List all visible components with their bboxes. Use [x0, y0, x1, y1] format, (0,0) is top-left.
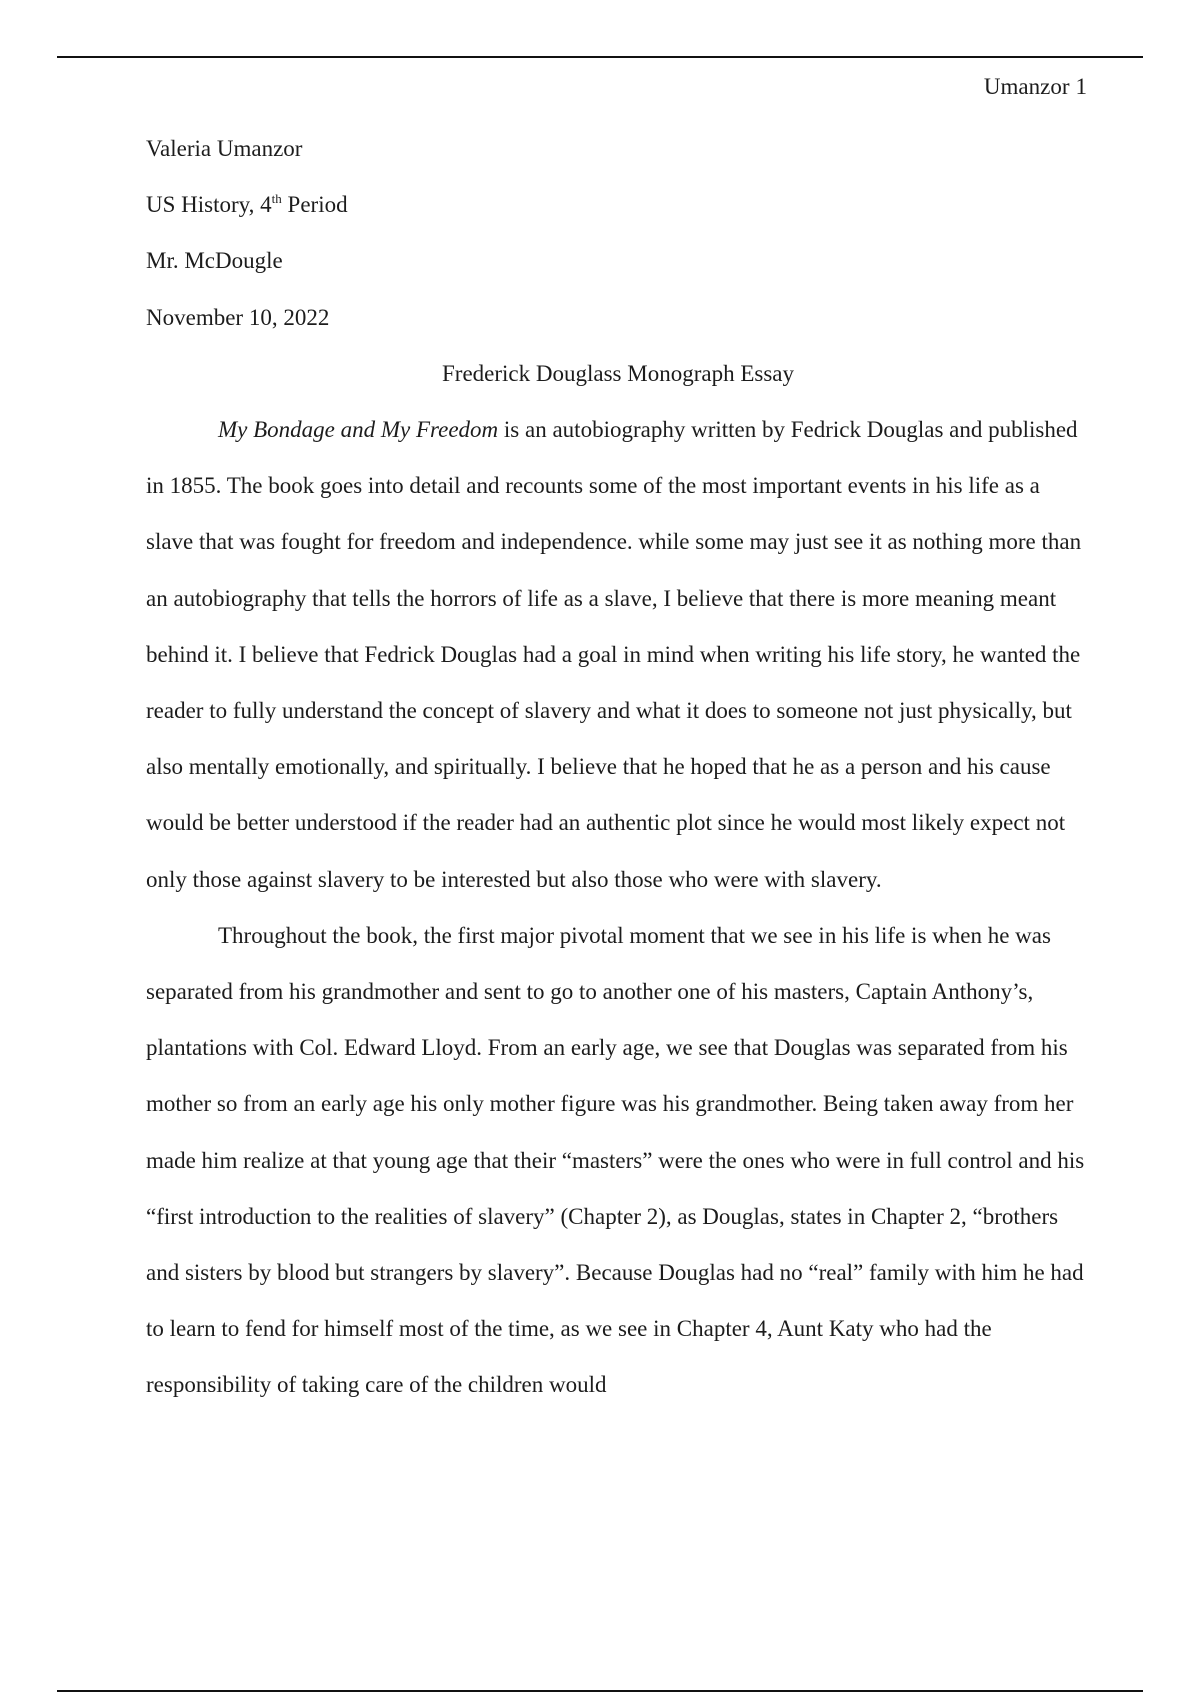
header-page-number: 1 [1075, 74, 1087, 99]
teacher-name: Mr. McDougle [146, 248, 283, 274]
course-ordinal-suffix: th [271, 191, 282, 207]
student-name: Valeria Umanzor [146, 136, 303, 161]
essay-paragraph-2 [146, 908, 1090, 1414]
header-author-name: Umanzor [983, 74, 1070, 99]
running-header [984, 72, 1087, 102]
essay-date: November 10, 2022 [146, 304, 330, 330]
essay-paragraph-1 [146, 402, 1090, 908]
course-period: Period [281, 192, 348, 218]
course-line [146, 177, 1090, 233]
course-name: US History, 4 [146, 192, 272, 218]
essay-title: Frederick Douglass Monograph Essay [442, 360, 794, 386]
paragraph-2-text: Throughout the book, the first major pivotal moment that we see in his life is when he was separated from his grandmother and sent to go to another one of his masters, Captain Anthony’s, plantations with Col. Edward Lloyd. From an early age, we see that Douglas was separated from his mother so from an early age his only mother figure was his grandmother. Being taken away from her made him realize at that young age that their “masters” were the ones who were in full control and his “first introduction to the realities of slavery” (Chapter 2), as Douglas, states in Chapter 2, “brothers and sisters by blood but strangers by slavery”. Because Douglas had no “real” family with him he had to learn to fend for himself most of the time, as we see in Chapter 4, Aunt Katy who had the responsibility of taking care of the children would [146, 922, 1085, 1398]
bottom-page-border [57, 1690, 1143, 1692]
document-body [146, 121, 1090, 1414]
book-title: My Bondage and My Freedom [218, 417, 499, 443]
paragraph-1-text: is an autobiography written by Fedrick Douglas and published in 1855. The book goes into detail and recounts some of the most important events in his life as a slave that was fought for freedom and independence. while some may just see it as nothing more than an autobiography that tells the horrors of life as a slave, I believe that there is more meaning meant behind it. I believe that Fedrick Douglas had a goal in mind when writing his life story, he wanted the reader to fully understand the concept of slavery and what it does to someone not just physically, but also mentally emotionally, and spiritually. I believe that he hoped that he as a person and his cause would be better understood if the reader had an authentic plot since he would most likely expect not only those against slavery to be interested but also those who were with slavery. [146, 417, 1082, 892]
